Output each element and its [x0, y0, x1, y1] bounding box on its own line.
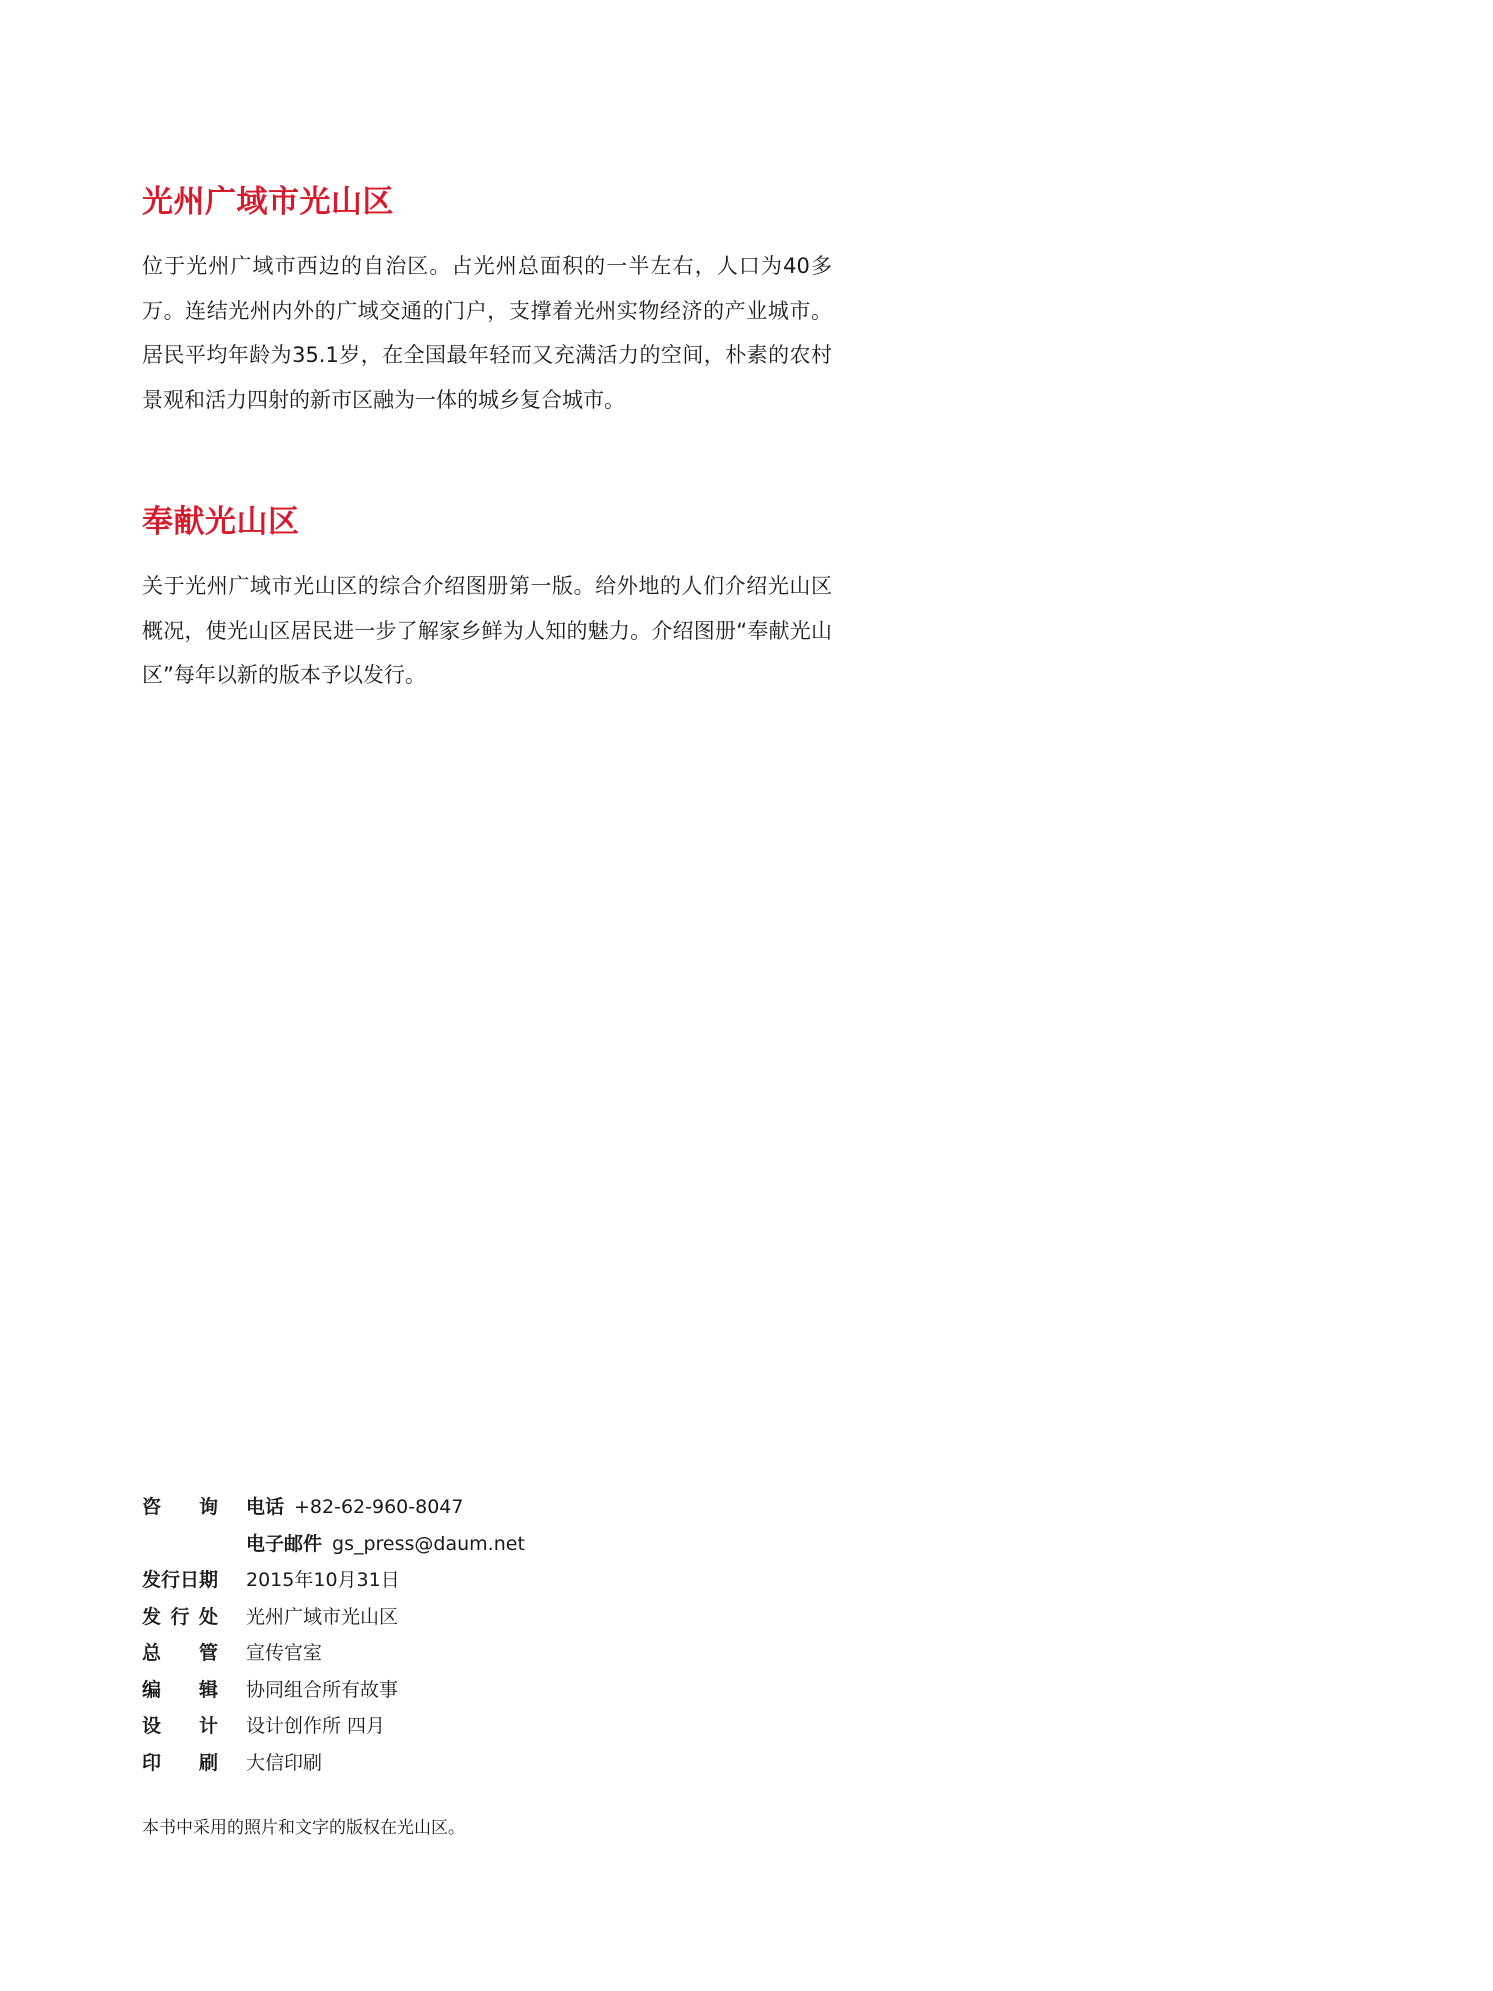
colophon-row-publisher	[142, 1602, 842, 1639]
section-heading: 光州广域市光山区	[142, 184, 394, 220]
date-value: 2015年10月31日	[246, 1569, 400, 1591]
label-char: 计	[198, 1715, 218, 1737]
printing-value: 大信印刷	[246, 1751, 323, 1774]
label-char: 印	[142, 1751, 162, 1774]
colophon	[142, 1492, 842, 1784]
date-label: 发行日期	[142, 1569, 219, 1591]
colophon-row-email	[142, 1529, 842, 1566]
label-char: 发	[142, 1605, 162, 1628]
label-char: 总	[142, 1642, 162, 1664]
colophon-row-design	[142, 1711, 842, 1748]
label-char: 刷	[198, 1751, 218, 1774]
inquiry-email	[246, 1529, 525, 1556]
label-char: 管	[198, 1642, 218, 1664]
label-char: 行	[170, 1605, 190, 1628]
phone-label: 电话	[246, 1496, 285, 1518]
section-body: 位于光州广域市西边的自治区。占光州总面积的一半左右，人口为40多万。连结光州内外的广域交通的门户，支撑着光州实物经济的产业城市。居民平均年龄为35.1岁，在全国最年轻而又充满活力的空间，朴素的农村景观和活力四射的新市区融为一体的城乡复合城市。	[142, 254, 832, 412]
label-char: 询	[198, 1496, 218, 1518]
section-heading: 奉献光山区	[142, 504, 300, 540]
label-char: 处	[198, 1605, 218, 1628]
inquiry-label	[142, 1492, 246, 1519]
section-body: 关于光州广域市光山区的综合介绍图册第一版。给外地的人们介绍光山区概况，使光山区居民进一步了解家乡鲜为人知的魅力。介绍图册“奉献光山区”每年以新的版本予以发行。	[142, 574, 832, 687]
email-label: 电子邮件	[246, 1532, 323, 1555]
design-value: 设计创作所 四月	[246, 1715, 386, 1737]
inquiry-phone	[246, 1492, 463, 1519]
phone-number: +82-62-960-8047	[294, 1496, 464, 1518]
supervisor-label	[142, 1638, 246, 1665]
copyright-notice: 本书中采用的照片和文字的版权在光山区。	[142, 1818, 465, 1838]
label-char: 编	[142, 1678, 162, 1701]
publisher-value: 光州广域市光山区	[246, 1605, 399, 1628]
label-char: 设	[142, 1715, 162, 1737]
colophon-row-inquiry	[142, 1492, 842, 1529]
editor-label	[142, 1675, 246, 1702]
supervisor-value: 宣传官室	[246, 1642, 323, 1664]
publisher-label	[142, 1602, 246, 1629]
colophon-row-date	[142, 1565, 842, 1602]
label-char: 咨	[142, 1496, 162, 1518]
section-about-booklet	[142, 500, 832, 698]
label-char: 辑	[198, 1678, 218, 1701]
design-label	[142, 1711, 246, 1738]
editor-value: 协同组合所有故事	[246, 1678, 399, 1701]
email-address: gs_press@daum.net	[332, 1532, 525, 1555]
section-overview	[142, 180, 832, 422]
colophon-row-editor	[142, 1675, 842, 1712]
printing-label	[142, 1748, 246, 1775]
colophon-row-printing	[142, 1748, 842, 1785]
colophon-row-supervisor	[142, 1638, 842, 1675]
